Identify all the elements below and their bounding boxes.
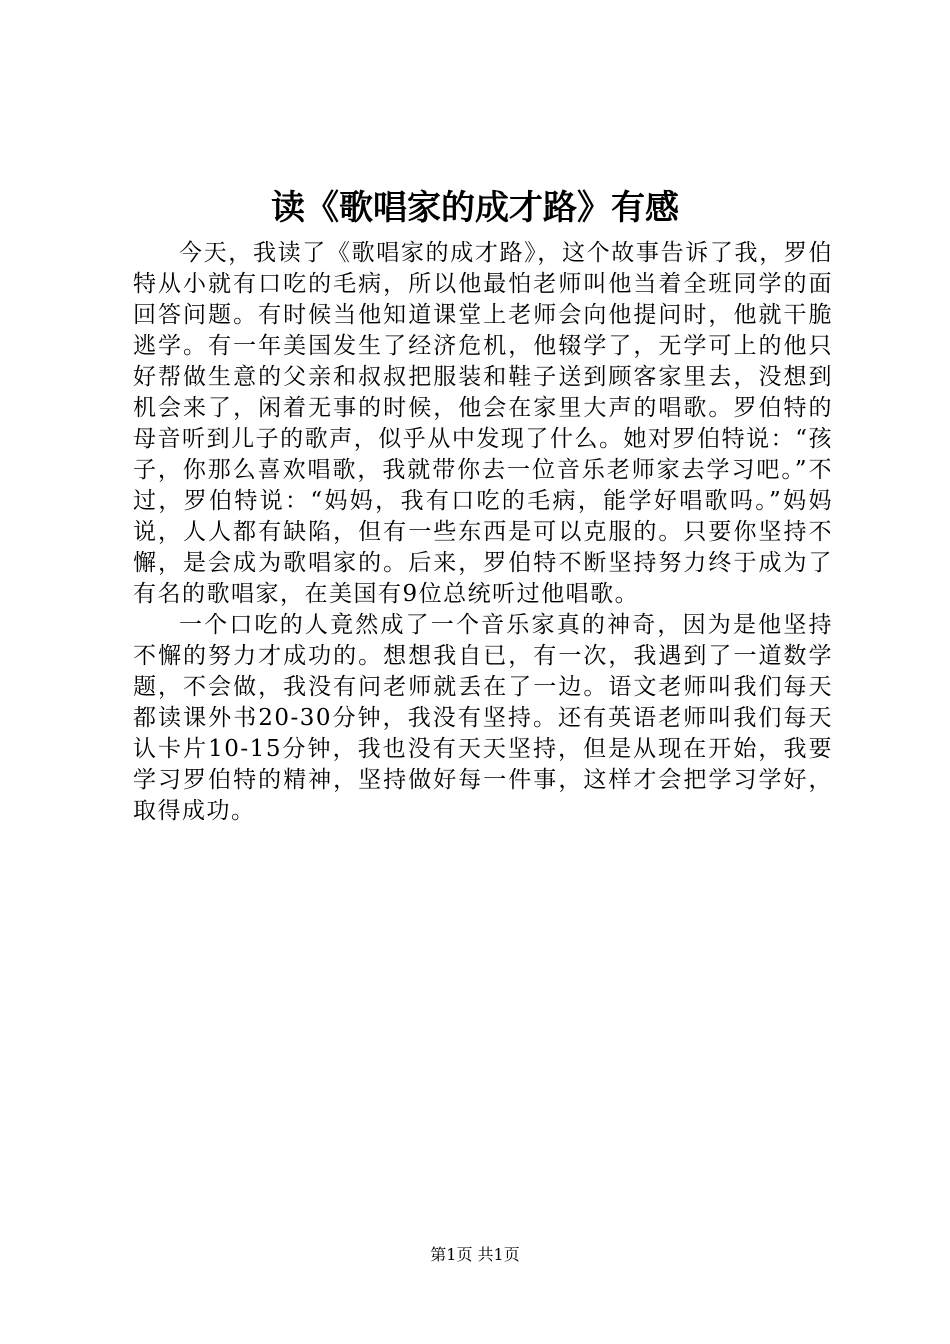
article-body bbox=[133, 238, 833, 827]
paragraph: 今天，我读了《歌唱家的成才路》，这个故事告诉了我，罗伯特从小就有口吃的毛病，所以他最怕老师叫他当着全班同学的面回答问题。有时候当他知道课堂上老师会向他提问时，他就干脆逃学。有一年美国发生了经济危机，他辍学了，无学可上的他只好帮做生意的父亲和叔叔把服装和鞋子送到顾客家里去，没想到机会来了，闲着无事的时候，他会在家里大声的唱歌。罗伯特的母音听到儿子的歌声，似乎从中发现了什么。她对罗伯特说：“孩子，你那么喜欢唱歌，我就带你去一位音乐老师家去学习吧。”不过，罗伯特说：“妈妈，我有口吃的毛病，能学好唱歌吗。”妈妈说，人人都有缺陷，但有一些东西是可以克服的。只要你坚持不懈，是会成为歌唱家的。后来，罗伯特不断坚持努力终于成为了有名的歌唱家，在美国有9位总统听过他唱歌。 bbox=[133, 240, 833, 607]
page-title: 读《歌唱家的成才路》有感 bbox=[271, 188, 679, 228]
paragraph: 一个口吃的人竟然成了一个音乐家真的神奇，因为是他坚持不懈的努力才成功的。想想我自已，有一次，我遇到了一道数学题，不会做，我没有问老师就丢在了一边。语文老师叫我们每天都读课外书20-30分钟，我没有坚持。还有英语老师叫我们每天认卡片10-15分钟，我也没有天天坚持，但是从现在开始，我要学习罗伯特的精神，坚持做好每一件事，这样才会把学习学好，取得成功。 bbox=[133, 612, 833, 824]
page-footer: 第1页 共1页 bbox=[430, 1245, 520, 1264]
